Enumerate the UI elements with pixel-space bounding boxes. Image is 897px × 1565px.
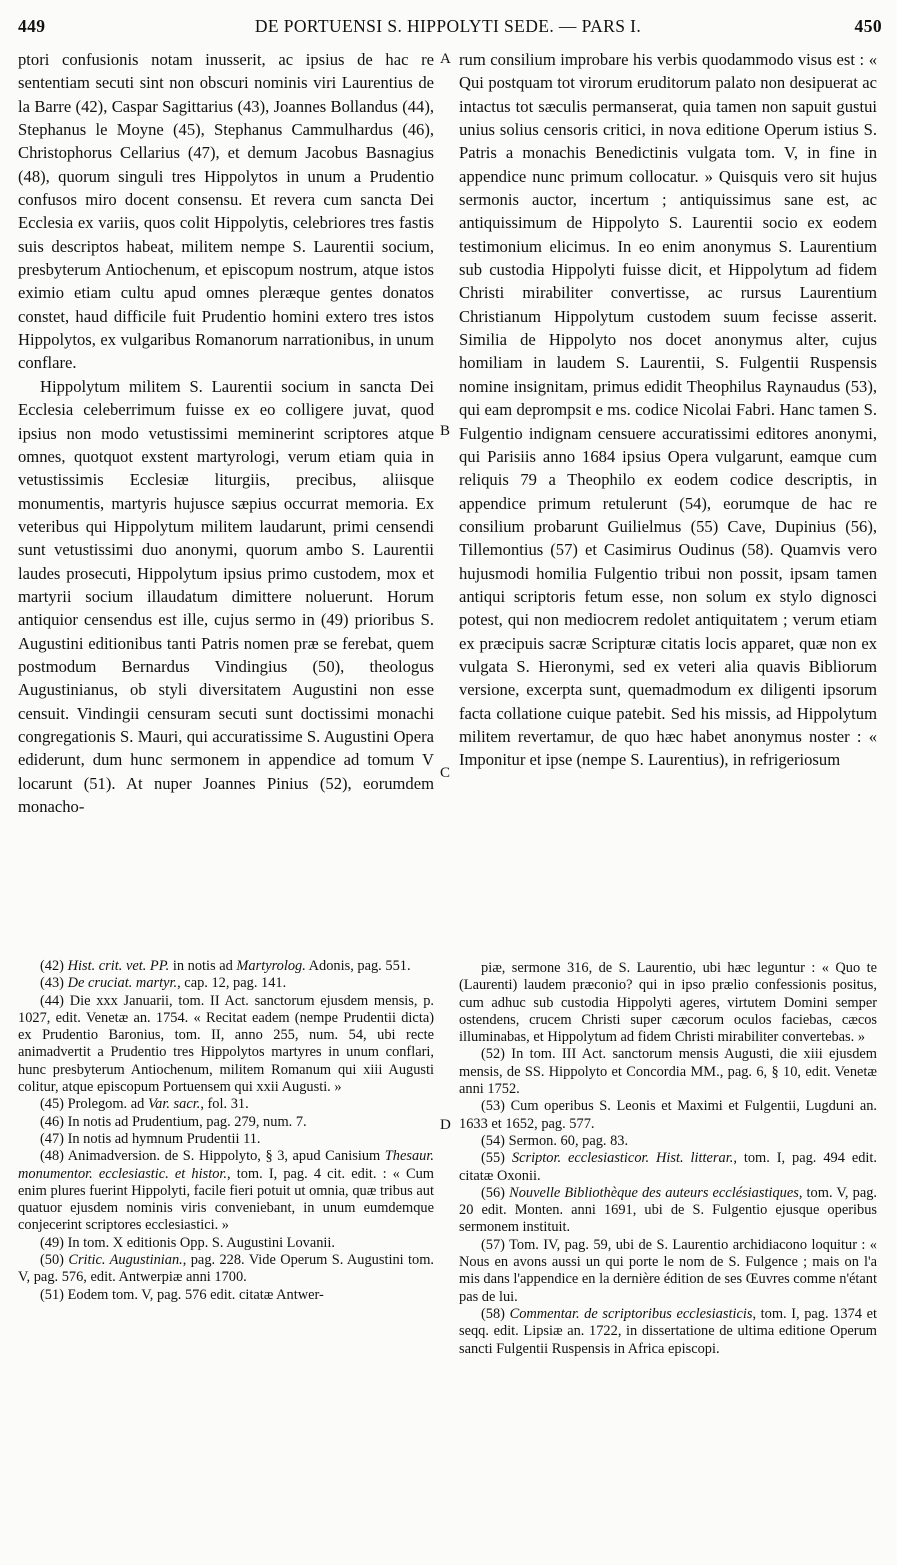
- footnote: [459, 1098, 877, 1133]
- right-paragraph-1: rum consilium improbare his verbis quodammodo visus est : « Qui postquam tot virorum eruditorum palato non desipuerat ac intactus tot sæculis permanserat, quia tamen non sapuit gustui unius solius censoris critici, in nova editione Operum istius S. Patris a monachis Benedictinis vulgata tom. V, in fine in appendice nunc primum collocatur. » Quisquis vero sit hujus sermonis auctor, incertum ; antiquissimus sane est, ac antiquissimum de Hippolyto S. Laurentii socio ex eodem testimonium elicimus. In eo enim anonymus S. Laurentium sub custodia Hippolyti fuisse dicit, et Hippolytum ad fidem Christi mirabiliter convertisse, ac rursus Laurentium Christianum Hippolytum custodem suum fecisse asserit. Similia de Hippolyto nos docet anonymus alter, cujus homiliam in laudem S. Laurentii, S. Fulgentii Ruspensis nomine insignitam, primus edidit Theophilus Raynaudus (53), qui eam deprompsit e ms. codice Nicolai Fabri. Hanc tamen S. Fulgentio indignam censuere accuratissimi editores anonymi, qui Parisiis anno 1684 ipsius Opera vulgarunt, eamque cum reliquis 79 a Theophilo ex eodem codice descriptis, in appendice primum retulerunt (54), eorumque de hac re consilium probarunt Guilielmus (55) Cave, Dupinius (56), Tillemontius (57) et Casimirus Oudinus (58). Quamvis vero hujusmodi homilia Fulgentio tribui non possit, ipsam tamen antiqui scriptoris fetum esse, non solum ex stylo dignosci potest, qui non mediocrem redolet antiquitatem ; verum etiam ex præcipuis sacræ Scripturæ citatis locis apparet, quæ non ex vulgata S. Hieronymi, sed ex veteri alia quavis Bibliorum versione, excerpta sunt, quemadmodum ex diligenti ipsorum facta collatione cuique patebit. Sed his missis, ad Hippolytum militem revertamur, de quo hæc habet anonymus noster : « Imponitur et ipse (nempe S. Laurentius), in refrigeriosum: [459, 50, 877, 770]
- footnote-title: Commentar. de scriptoribus ecclesiasticis: [509, 1305, 753, 1322]
- footnote: [18, 1252, 434, 1287]
- margin-letter-c: C: [440, 765, 451, 781]
- footnote: [459, 1185, 877, 1237]
- footnote-title: Nouvelle Bibliothèque des auteurs ecclésiastiques: [509, 1184, 799, 1201]
- footnote-title: De cruciat. martyr.: [67, 975, 178, 992]
- running-title: DE PORTUENSI S. HIPPOLYTI SEDE. — PARS I.: [254, 16, 642, 36]
- footnote-text: Eodem tom. V, pag. 576 edit. citatæ Antwer-: [67, 1286, 324, 1303]
- footnote-number: (43): [40, 975, 64, 992]
- footnote-title: Martyrolog.: [236, 958, 306, 974]
- footnote: [18, 1131, 434, 1148]
- footnote-number: (44): [40, 992, 64, 1009]
- footnote: [18, 1148, 434, 1234]
- margin-letter-d: D: [440, 1117, 451, 1133]
- footnote-text: , fol. 31.: [200, 1096, 249, 1113]
- footnote-number: (46): [40, 1113, 64, 1130]
- footnote-text: Tom. IV, pag. 59, ubi de S. Laurentio archidiacono loquitur : « Nous en avons aussi un qui porte le nom de S. Fulgence ; mais on l'a mis dans l'appendice en la dernière édition de ses Œuvres comme n'étant pas de lui.: [459, 1236, 877, 1305]
- footnote-text: , tom. I, pag. 1374 et seqq. edit. Lipsiæ an. 1722, in dissertatione de ultima editione Operum sancti Fulgentii Ruspensis in Africa episcopi.: [459, 1305, 877, 1357]
- right-column-text: [459, 48, 877, 772]
- footnote-text: , tom. I, pag. 494 edit. citatæ Oxonii.: [459, 1150, 877, 1184]
- footnote: [18, 958, 434, 975]
- footnote-text: In notis ad Prudentium, pag. 279, num. 7.: [67, 1113, 307, 1130]
- margin-letter-b: B: [440, 423, 451, 439]
- page-header: [14, 12, 882, 42]
- left-footnotes: [18, 958, 434, 1304]
- footnote-text: Cum operibus S. Leonis et Maximi et Fulgentii, Lugduni an. 1633 et 1652, pag. 577.: [459, 1098, 877, 1132]
- footnote-number: (50): [40, 1252, 64, 1269]
- footnote-number: (47): [40, 1130, 64, 1147]
- footnote-text: Animadversion. de S. Hippolyto, § 3, apud Canisium: [67, 1148, 385, 1165]
- footnote: [459, 1046, 877, 1098]
- page-number-left: 449: [18, 16, 46, 36]
- footnote-text: In tom. X editionis Opp. S. Augustini Lovanii.: [67, 1234, 336, 1251]
- footnote-text: In tom. III Act. sanctorum mensis Augusti, die xiii ejusdem mensis, de SS. Hippolyto et Concordia MM., pag. 6, § 10, edit. Venetæ anni 1752.: [459, 1046, 877, 1098]
- footnote: [459, 1150, 877, 1185]
- footnote-text: Sermon. 60, pag. 83.: [508, 1132, 629, 1149]
- footnote: [459, 1237, 877, 1306]
- footnote-title: Var. sacr.: [147, 1096, 201, 1113]
- footnote-text: Adonis, pag. 551.: [305, 958, 411, 974]
- page-number-right: 450: [854, 16, 882, 36]
- footnote-text: Die xxx Januarii, tom. II Act. sanctorum ejusdem mensis, p. 1027, edit. Venetæ an. 1754. « Recitat eadem (nempe Prudentii dicta) ex Prudentio Baronius, tom. II, anno 255, num. 54, ubi recte animadvertit a Prudentio tres Hippolytos martyres in unum conflari, hunc presbyterum Antiochenum, militem Romanum qui xiii Augusti colitur, atque episcopum Portuensem qui xxii Augusti. »: [18, 992, 434, 1096]
- footnote-text: piæ, sermone 316, de S. Laurentio, ubi hæc leguntur : « Quo te (Laurenti) laudem præconio? qui in ipso prælio confessionis positus, cum adhuc sub custodia Hippolyti ageres, virtutem Domini semper ostendens, crucem Christi super cæcorum oculos faciebas, cæcos illuminabas, et Hippolytum ad fidem Christi mirabiliter convertebas. »: [459, 960, 877, 1046]
- footnote-number: (54): [481, 1132, 505, 1149]
- footnote-number: (58): [481, 1305, 505, 1322]
- footnote-title: Scriptor. ecclesiasticor. Hist. litterar.: [511, 1150, 734, 1167]
- footnote: [459, 960, 877, 1046]
- footnote-number: (57): [481, 1236, 505, 1253]
- footnote: [459, 1133, 877, 1150]
- footnote-text: Prolegom. ad: [67, 1096, 148, 1113]
- left-column-text: [18, 48, 434, 818]
- left-paragraph-2: Hippolytum militem S. Laurentii socium in sancta Dei Ecclesia celeberrimum fuisse ex eo colligere juvat, quod ipsius non modo vetustissimi meminerint scriptores atque omnes, quotquot exstent martyrologi, verum etiam quia in vetustissimis Ecclesiæ liturgiis, precibus, aliisque monumentis, martyris hujusce sæpius occurrat memoria. Ex veteribus qui Hippolytum militem laudarunt, primi censendi sunt vetustissimi duo anonymi, quorum ambo S. Laurentii laudes prosecuti, Hippolytum ipsius primo custodem, mox et martyrii socium illaudatum dimittere noluerunt. Horum antiquior censendus est ille, cujus sermo in (49) prioribus S. Augustini editionibus tanti Patris nomen præ se ferebat, quem postmodum Bernardus Vindingius (50), theologus Augustinianus, ob styli diversitatem Augustini non esse censuit. Vindingii censuram secuti sunt doctissimi monachi congregationis S. Mauri, qui accuratissime S. Augustini Opera ediderunt, dum hunc sermonem in appendice ad tomum V locarunt (51). At nuper Joannes Pinius (52), eorumdem monacho-: [18, 376, 434, 816]
- footnote-text: , cap. 12, pag. 141.: [177, 975, 287, 992]
- footnote-number: (52): [481, 1046, 505, 1063]
- footnote: [18, 993, 434, 1097]
- left-paragraph-1: ptori confusionis notam inusserit, ac ipsius de hac re sententiam secuti sint non obscuri nominis viri Laurentius de la Barre (42), Caspar Sagittarius (43), Joannes Bollandus (44), Stephanus le Moyne (45), Stephanus Cammulhardus (46), Christophorus Cellarius (47), et demum Jacobus Basnagius (48), quorum singuli tres Hippolytos in unum a Prudentio confusos miro docent consensu. Et revera cum sancta Dei Ecclesia ex variis, quos colit Hippolytis, celebriores tres fastis suis descriptos habeat, militem nempe S. Laurentii socium, presbyterum Antiochenum, et episcopum nostrum, atque istos eximio etiam cultu apud omnes pleræque gentes donatos constet, haud difficile fuit Prudentio homini extero tres istos Hippolytos, ex vulgaribus Romanorum narrationibus, in unum conflare.: [18, 50, 434, 373]
- footnote-text: In notis ad hymnum Prudentii 11.: [67, 1130, 261, 1147]
- footnote-number: (49): [40, 1234, 64, 1251]
- footnote-title: Hist. crit. vet. PP.: [67, 958, 170, 974]
- footnote: [459, 1306, 877, 1358]
- footnote-number: (42): [40, 958, 64, 974]
- footnote-text: , tom. I, pag. 4 cit. edit. : « Cum enim plures fuerint Hippolyti, facile fieri potuit ut omnia, quæ tribus aut quatuor ejusdem nominis viris conveniebant, in unum eumdemque conjecerint scriptores ecclesiastici. »: [18, 1165, 434, 1234]
- footnote: [18, 1096, 434, 1113]
- footnote-title: Thesaur. monumentor. ecclesiastic. et histor.: [18, 1148, 434, 1182]
- footnote: [18, 1287, 434, 1304]
- footnote: [18, 1235, 434, 1252]
- margin-letter-a: A: [440, 51, 451, 67]
- footnote-number: (55): [481, 1150, 505, 1167]
- footnote-text: in notis ad: [169, 958, 237, 974]
- footnote-title: Critic. Augustinian.: [68, 1252, 183, 1269]
- footnote: [18, 1114, 434, 1131]
- footnote-number: (53): [481, 1098, 505, 1115]
- footnote-number: (51): [40, 1286, 64, 1303]
- footnote-text: , tom. V, pag. 20 edit. Monten. anni 1691, ubi de S. Fulgentio ejusque operibus sermonem instituit.: [459, 1184, 877, 1236]
- footnote-number: (45): [40, 1096, 64, 1113]
- footnote-text: , pag. 228. Vide Operum S. Augustini tom. V, pag. 576, edit. Antwerpiæ anni 1700.: [18, 1252, 434, 1286]
- footnote-number: (48): [40, 1148, 64, 1165]
- footnote: [18, 975, 434, 992]
- footnote-number: (56): [481, 1184, 505, 1201]
- right-footnotes: [459, 960, 877, 1358]
